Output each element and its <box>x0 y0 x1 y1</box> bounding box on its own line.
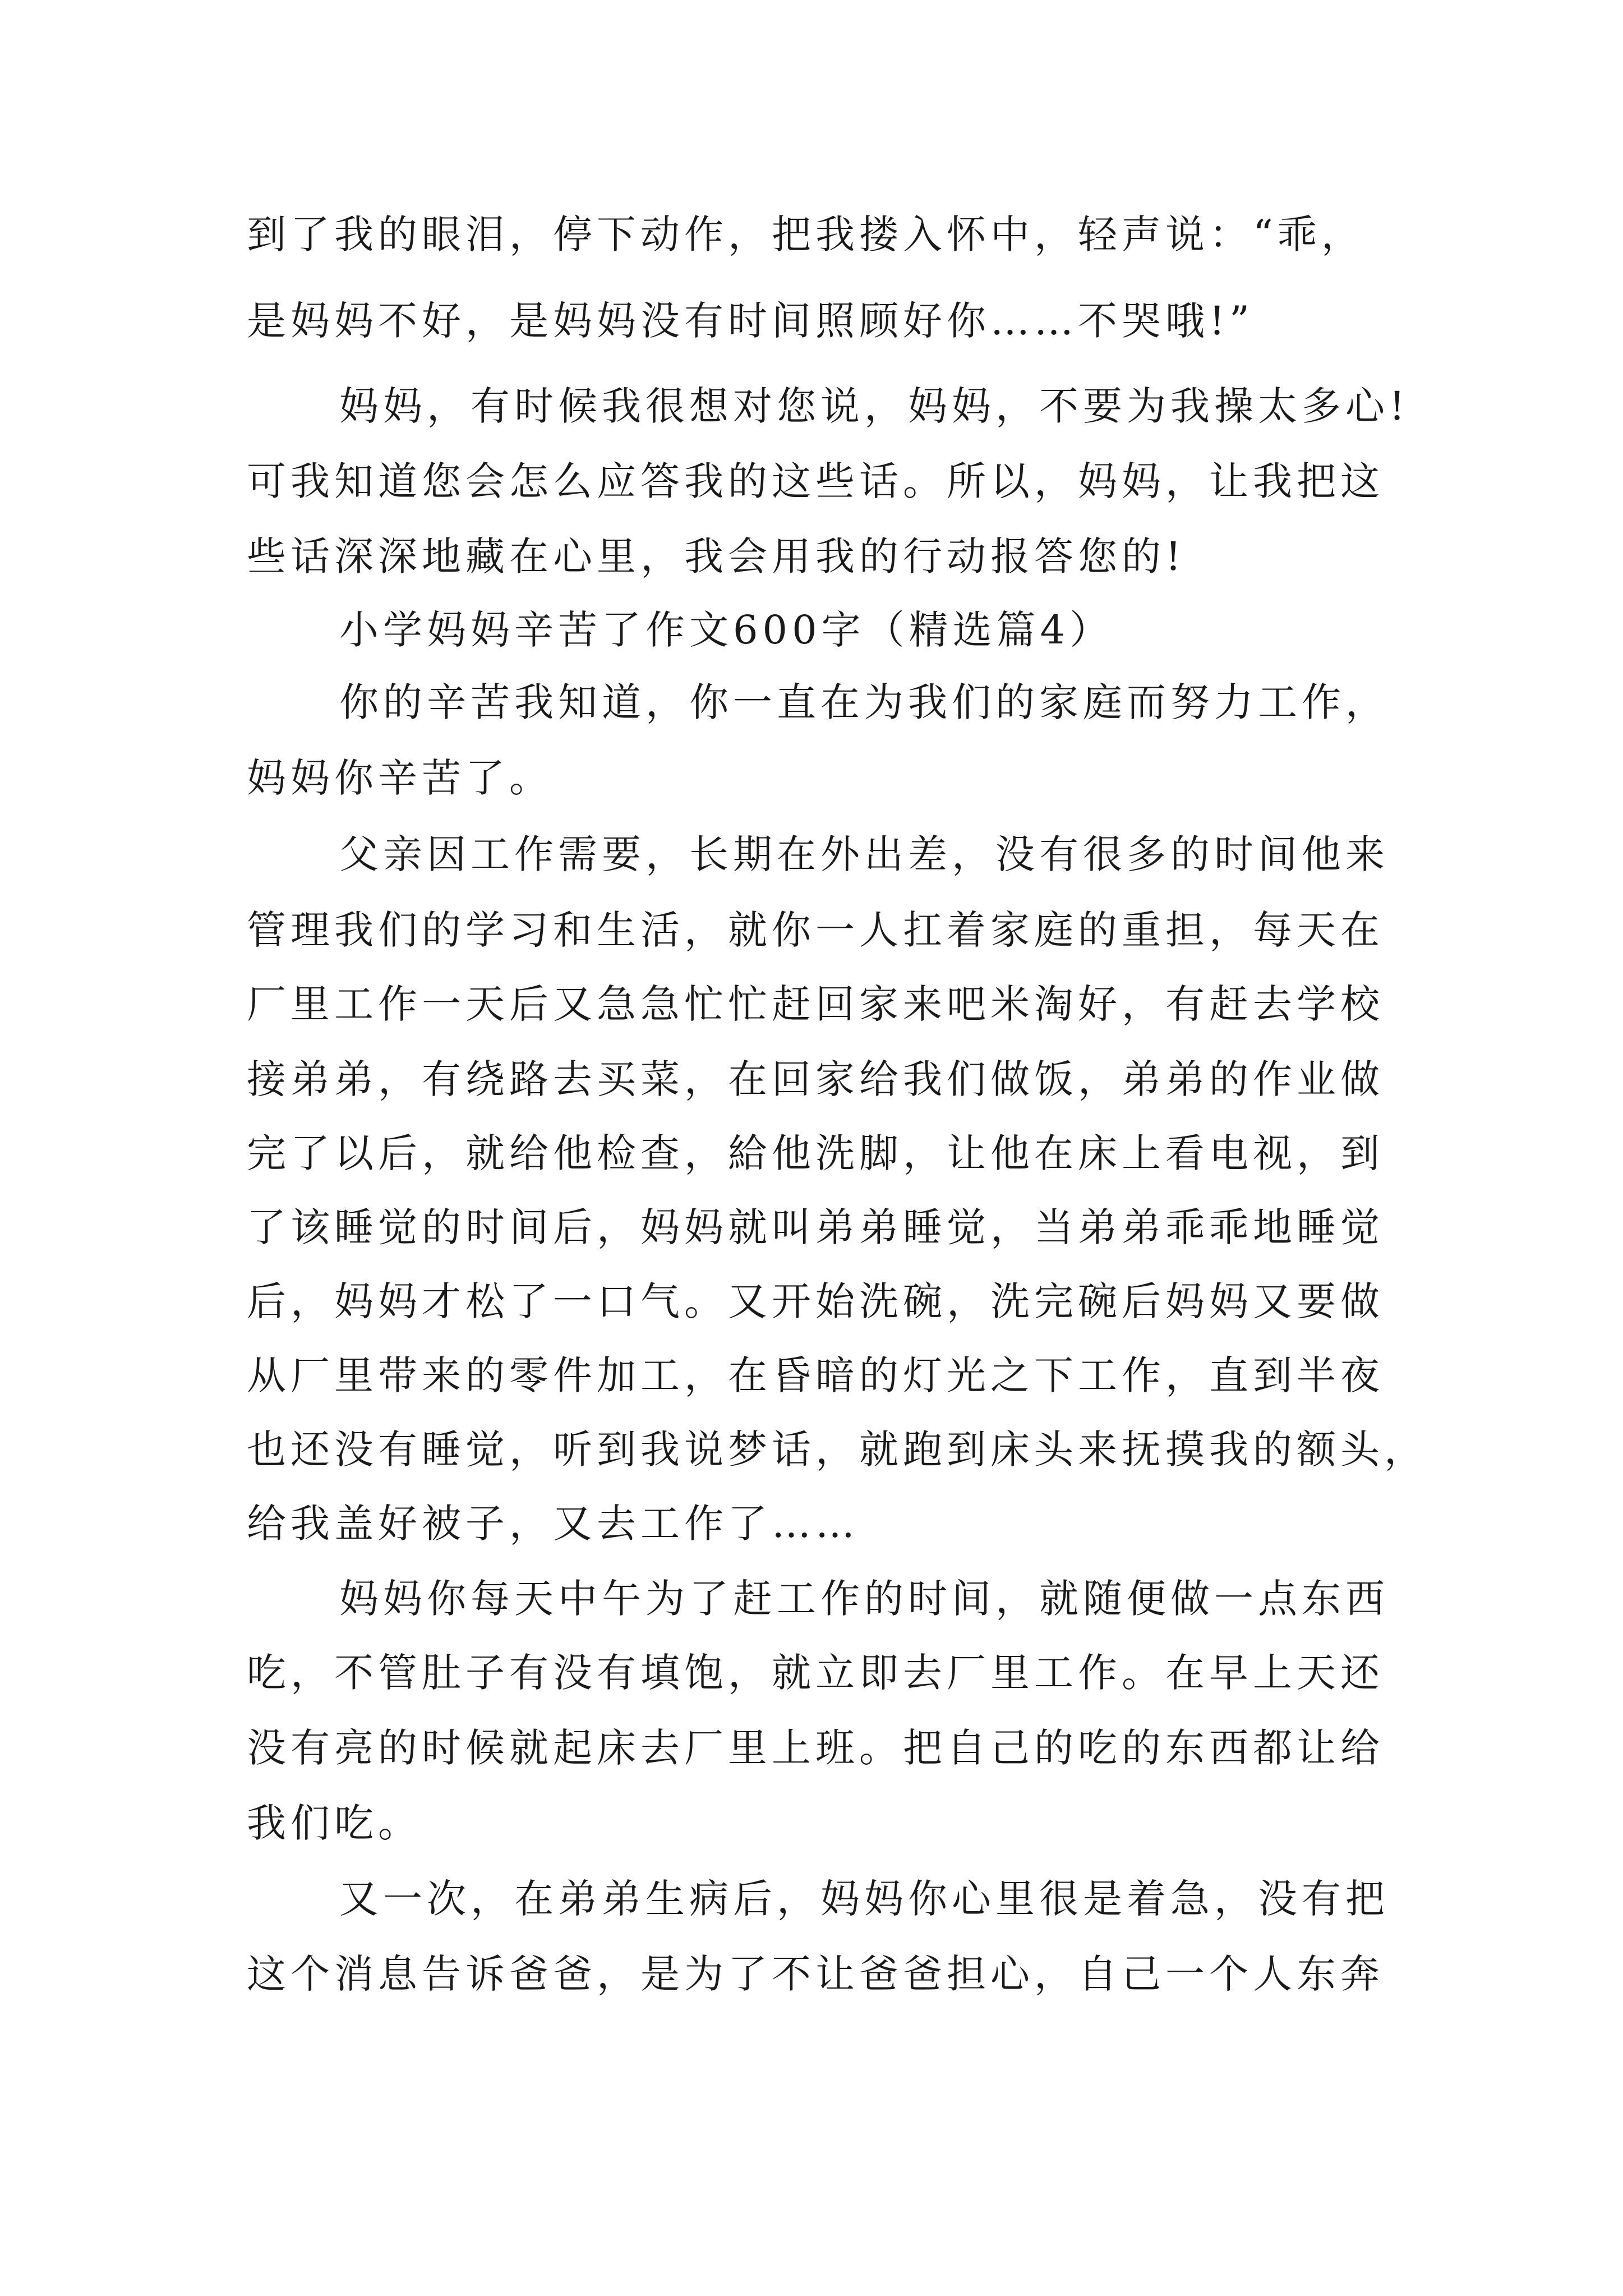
text-line: 接弟弟，有绕路去买菜，在回家给我们做饭，弟弟的作业做 <box>247 1056 1384 1102</box>
text-line: 完了以后，就给他检查，給他洗脚，让他在床上看电视，到 <box>247 1130 1384 1176</box>
text-line: 了该睡觉的时间后，妈妈就叫弟弟睡觉，当弟弟乖乖地睡觉 <box>247 1204 1384 1250</box>
paragraph-first-line: 又一次，在弟弟生病后，妈妈你心里很是着急，没有把 <box>339 1876 1389 1922</box>
text-line: 从厂里带来的零件加工，在昏暗的灯光之下工作，直到半夜 <box>247 1352 1384 1398</box>
section-heading: 小学妈妈辛苦了作文600字（精选篇4） <box>339 607 1114 653</box>
text-line: 给我盖好被子，又去工作了…… <box>247 1501 859 1547</box>
text-line: 管理我们的学习和生活，就你一人扛着家庭的重担，每天在 <box>247 907 1384 953</box>
text-line: 是妈妈不好，是妈妈没有时间照顾好你……不哭哦!” <box>247 298 1254 344</box>
text-line: 厂里工作一天后又急急忙忙赶回家来吧米淘好，有赶去学校 <box>247 981 1384 1027</box>
paragraph-first-line: 你的辛苦我知道，你一直在为我们的家庭而努力工作， <box>339 679 1389 725</box>
paragraph-first-line: 妈妈，有时候我很想对您说，妈妈，不要为我操太多心! <box>339 383 1410 429</box>
paragraph-first-line: 妈妈你每天中午为了赶工作的时间，就随便做一点东西 <box>339 1576 1389 1622</box>
text-line: 吃，不管肚子有没有填饱，就立即去厂里工作。在早上天还 <box>247 1650 1384 1696</box>
text-line: 我们吃。 <box>247 1800 422 1846</box>
text-line: 没有亮的时候就起床去厂里上班。把自己的吃的东西都让给 <box>247 1725 1384 1771</box>
text-line: 可我知道您会怎么应答我的这些话。所以，妈妈，让我把这 <box>247 458 1384 504</box>
text-line: 到了我的眼泪，停下动作，把我搂入怀中，轻声说：“乖， <box>247 211 1365 257</box>
text-line: 后，妈妈才松了一口气。又开始洗碗，洗完碗后妈妈又要做 <box>247 1278 1384 1324</box>
text-line: 些话深深地藏在心里，我会用我的行动报答您的! <box>247 533 1186 579</box>
text-line: 这个消息告诉爸爸，是为了不让爸爸担心，自己一个人东奔 <box>247 1951 1384 1997</box>
paragraph-first-line: 父亲因工作需要，长期在外出差，没有很多的时间他来 <box>339 831 1389 877</box>
text-line: 也还没有睡觉，听到我说梦话，就跑到床头来抚摸我的额头， <box>247 1427 1428 1473</box>
text-line: 妈妈你辛苦了。 <box>247 755 553 801</box>
